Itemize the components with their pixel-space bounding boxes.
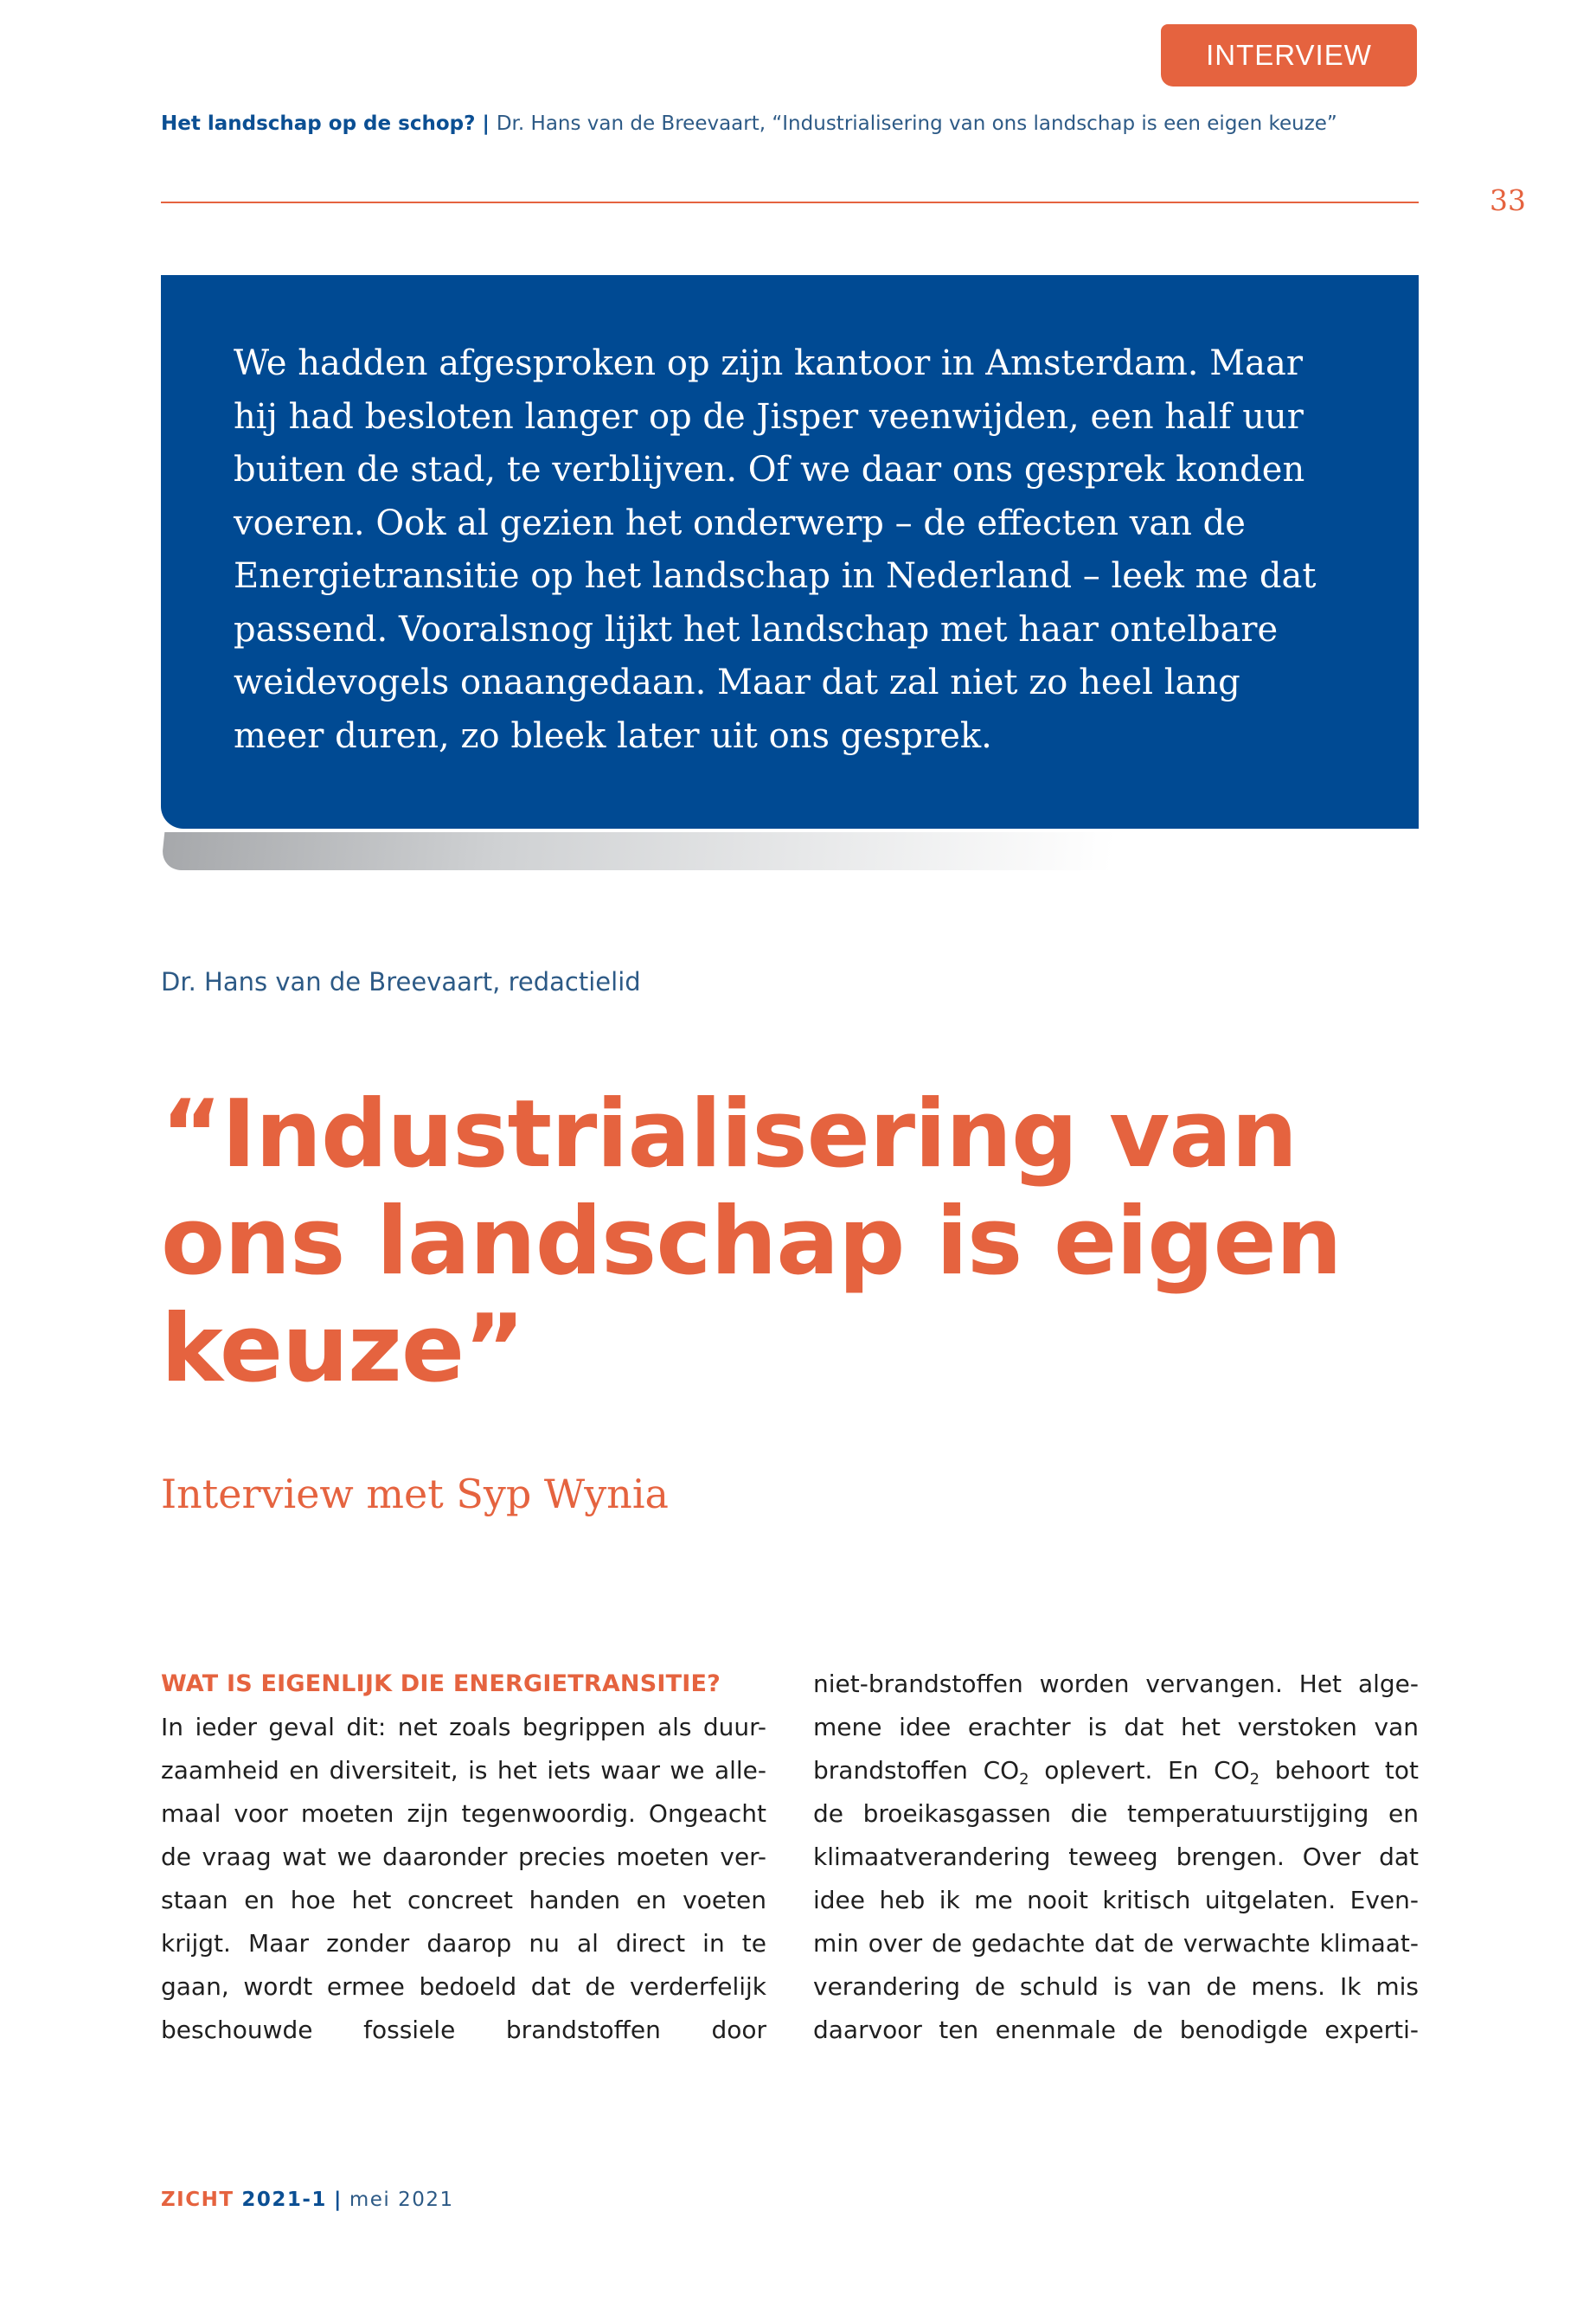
body-line: de broeikasgassen die temperatuurstijging en [813,1799,1419,1828]
co2-subscript: 2 [1249,1770,1260,1789]
footer-date: mei 2021 [349,2189,454,2211]
co2-text: behoort tot [1259,1756,1419,1785]
column-left [161,1663,766,2052]
page-footer [161,2189,454,2211]
body-line-co2 [813,1749,1419,1792]
body-line: maal voor moeten zijn tegenwoordig. Ongeacht [161,1799,766,1828]
running-header-separator: | [482,112,490,135]
page-number: 33 [1490,183,1526,217]
intro-box [161,275,1419,829]
body-line: daarvoor ten enenmale de benodigde experti- [813,2016,1419,2044]
body-line: de vraag wat we daaronder precies moeten ver- [161,1843,766,1871]
article-headline: “Industrialisering van ons landschap is eigen keuze” [161,1080,1342,1403]
footer-issue: 2021-1 [241,2189,327,2211]
article-subtitle: Interview met Syp Wynia [161,1471,669,1517]
body-line: idee heb ik me nooit kritisch uitgelaten. Even- [813,1886,1419,1914]
running-header-article-title: Dr. Hans van de Breevaart, “Industrialisering van ons landschap is een eigen keuze” [496,112,1337,135]
footer-magazine: ZICHT [161,2189,234,2211]
co2-text: brandstoffen CO [813,1756,1020,1785]
author-byline: Dr. Hans van de Breevaart, redactielid [161,967,641,997]
co2-text: oplevert. En CO [1029,1756,1250,1785]
body-line: mene idee erachter is dat het verstoken van [813,1713,1419,1741]
header-rule [161,202,1419,203]
body-line: staan en hoe het concreet handen en voeten [161,1886,766,1914]
body-line: krijgt. Maar zonder daarop nu al direct in te [161,1929,766,1958]
body-line: gaan, wordt ermee bedoeld dat de verderfelijk [161,1972,766,2001]
body-line: In ieder geval dit: net zoals begrippen als duur- [161,1713,766,1741]
running-header-section: Het landschap op de schop? [161,112,476,135]
intro-box-shadow [161,832,1117,870]
body-line: verandering de schuld is van de mens. Ik mis [813,1972,1419,2001]
section-heading: WAT IS EIGENLIJK DIE ENERGIETRANSITIE? [161,1670,721,1697]
body-line: beschouwde fossiele brandstoffen door [161,2016,766,2044]
running-header [161,112,1424,135]
body-line: niet-brandstoffen worden vervangen. Het alge- [813,1670,1419,1698]
body-line: min over de gedachte dat de verwachte klimaat- [813,1929,1419,1958]
footer-separator: | [333,2189,343,2211]
intro-text: We hadden afgesproken op zijn kantoor in Amsterdam. Maar hij had besloten langer op de Jisper veenwijden, een half uur buiten de stad, te verblijven. Of we daar ons gesprek konden voeren. Ook al gezien het onderwerp – de effecten van de Energietransitie op het landschap in Nederland – leek me dat passend. Vooralsnog lijkt het landschap met haar ontelbare weidevogels onaangedaan. Maar dat zal niet zo heel lang meer duren, zo bleek later uit ons gesprek. [234,343,1317,756]
body-line: zaamheid en diversiteit, is het iets waar we alle- [161,1756,766,1785]
column-right [813,1663,1419,2052]
section-tag: INTERVIEW [1161,24,1417,87]
body-line: klimaatverandering teweeg brengen. Over dat [813,1843,1419,1871]
co2-subscript: 2 [1019,1770,1029,1789]
